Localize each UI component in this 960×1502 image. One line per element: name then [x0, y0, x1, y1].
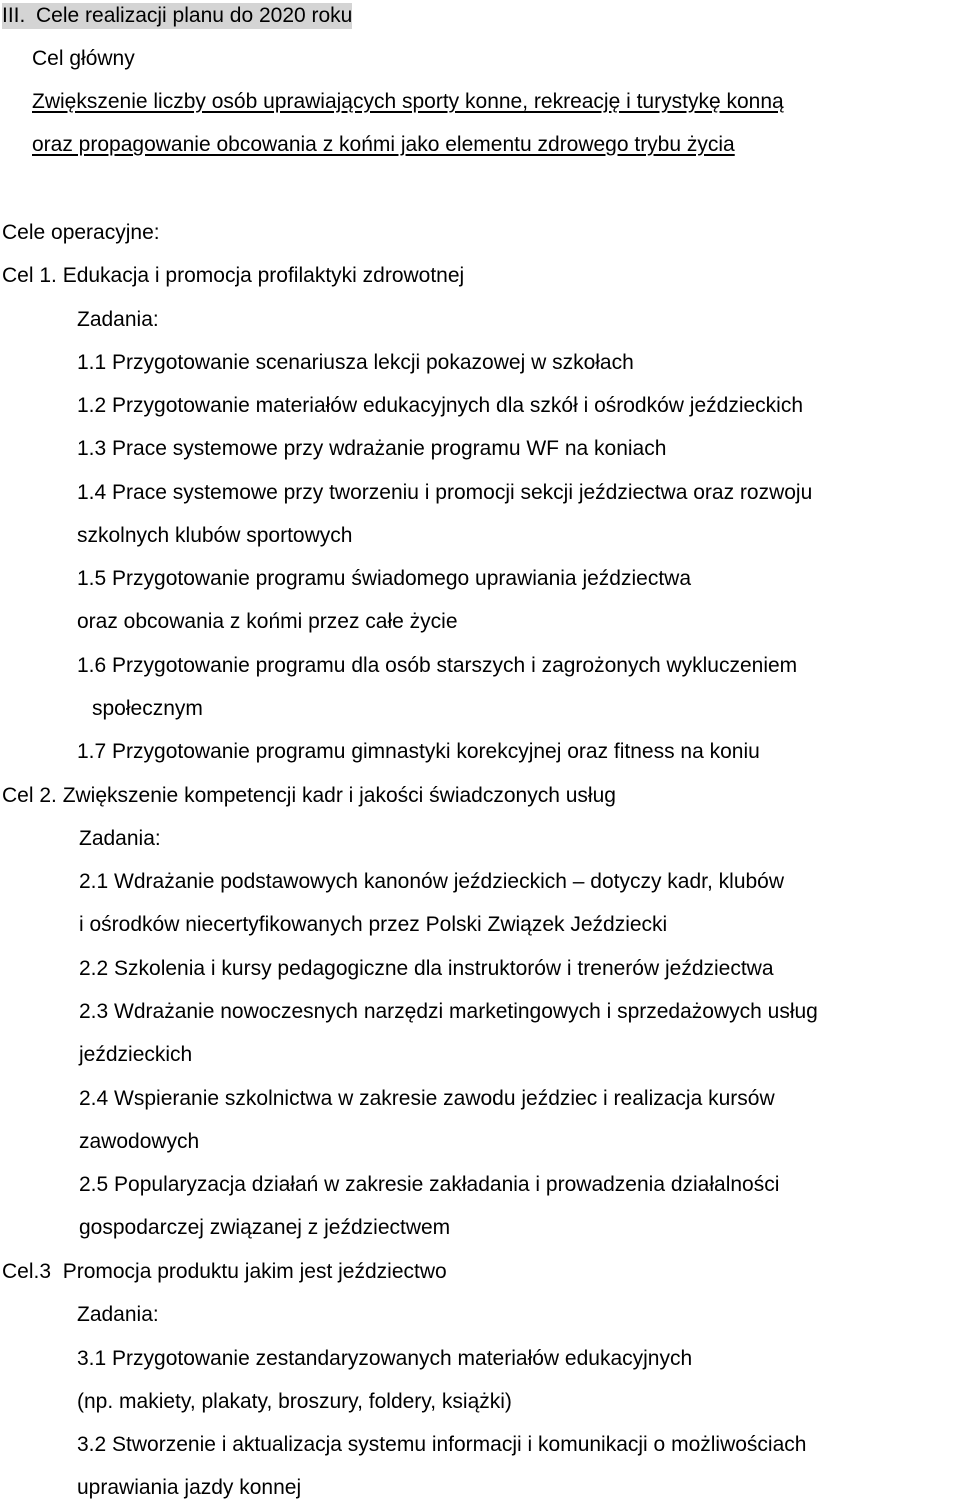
operational-goals-label: Cele operacyjne:	[2, 221, 160, 244]
main-goal-text-line1: Zwiększenie liczby osób uprawiających sporty konne, rekreację i turystykę konną	[32, 90, 784, 113]
goal1-task-1-2: 1.2 Przygotowanie materiałów edukacyjnych dla szkół i ośrodków jeździeckich	[77, 394, 804, 417]
goal1-title: Cel 1. Edukacja i promocja profilaktyki zdrowotnej	[2, 264, 465, 287]
goal1-task-1-7: 1.7 Przygotowanie programu gimnastyki korekcyjnej oraz fitness na koniu	[77, 740, 760, 763]
goal1-task-1-4: 1.4 Prace systemowe przy tworzeniu i promocji sekcji jeździectwa oraz rozwoju	[77, 481, 813, 504]
goal1-task-1-4-cont: szkolnych klubów sportowych	[77, 524, 353, 547]
goal1-task-1-5-cont: oraz obcowania z końmi przez całe życie	[77, 610, 458, 633]
goal3-task-3-2-cont: uprawiania jazdy konnej	[77, 1476, 302, 1499]
goal2-task-2-2: 2.2 Szkolenia i kursy pedagogiczne dla instruktorów i trenerów jeździectwa	[79, 957, 774, 980]
goal2-task-2-3-cont: jeździeckich	[79, 1043, 193, 1066]
goal2-task-2-4-cont: zawodowych	[79, 1130, 200, 1153]
goal2-task-2-5: 2.5 Popularyzacja działań w zakresie zakładania i prowadzenia działalności	[79, 1173, 780, 1196]
section-heading	[2, 3, 352, 29]
goal1-task-1-3: 1.3 Prace systemowe przy wdrażanie programu WF na koniach	[77, 437, 667, 460]
section-number: III.	[2, 4, 26, 27]
goal3-task-3-1-cont: (np. makiety, plakaty, broszury, foldery, książki)	[77, 1390, 512, 1413]
main-goal-text-line2: oraz propagowanie obcowania z końmi jako elementu zdrowego trybu życia	[32, 133, 735, 156]
section-title: Cele realizacji planu do 2020 roku	[36, 4, 353, 27]
goal2-task-2-4: 2.4 Wspieranie szkolnictwa w zakresie zawodu jeździec i realizacja kursów	[79, 1087, 775, 1110]
goal1-tasks-label: Zadania:	[77, 308, 159, 331]
goal2-task-2-1-cont: i ośrodków niecertyfikowanych przez Polski Związek Jeździecki	[79, 913, 668, 936]
goal1-task-1-1: 1.1 Przygotowanie scenariusza lekcji pokazowej w szkołach	[77, 351, 634, 374]
goal3-task-3-2: 3.2 Stworzenie i aktualizacja systemu informacji i komunikacji o możliwościach	[77, 1433, 807, 1456]
goal3-tasks-label: Zadania:	[77, 1303, 159, 1326]
goal1-task-1-6: 1.6 Przygotowanie programu dla osób starszych i zagrożonych wykluczeniem	[77, 654, 798, 677]
goal3-title: Cel.3 Promocja produktu jakim jest jeździectwo	[2, 1260, 447, 1283]
goal3-task-3-1: 3.1 Przygotowanie zestandaryzowanych materiałów edukacyjnych	[77, 1347, 693, 1370]
goal2-title: Cel 2. Zwiększenie kompetencji kadr i jakości świadczonych usług	[2, 784, 616, 807]
main-goal-label: Cel główny	[32, 47, 135, 70]
goal1-task-1-6-cont: społecznym	[92, 697, 203, 720]
goal2-task-2-1: 2.1 Wdrażanie podstawowych kanonów jeździeckich – dotyczy kadr, klubów	[79, 870, 785, 893]
goal2-tasks-label: Zadania:	[79, 827, 161, 850]
goal1-task-1-5: 1.5 Przygotowanie programu świadomego uprawiania jeździectwa	[77, 567, 691, 590]
goal2-task-2-5-cont: gospodarczej związanej z jeździectwem	[79, 1216, 451, 1239]
goal2-task-2-3: 2.3 Wdrażanie nowoczesnych narzędzi marketingowych i sprzedażowych usług	[79, 1000, 818, 1023]
